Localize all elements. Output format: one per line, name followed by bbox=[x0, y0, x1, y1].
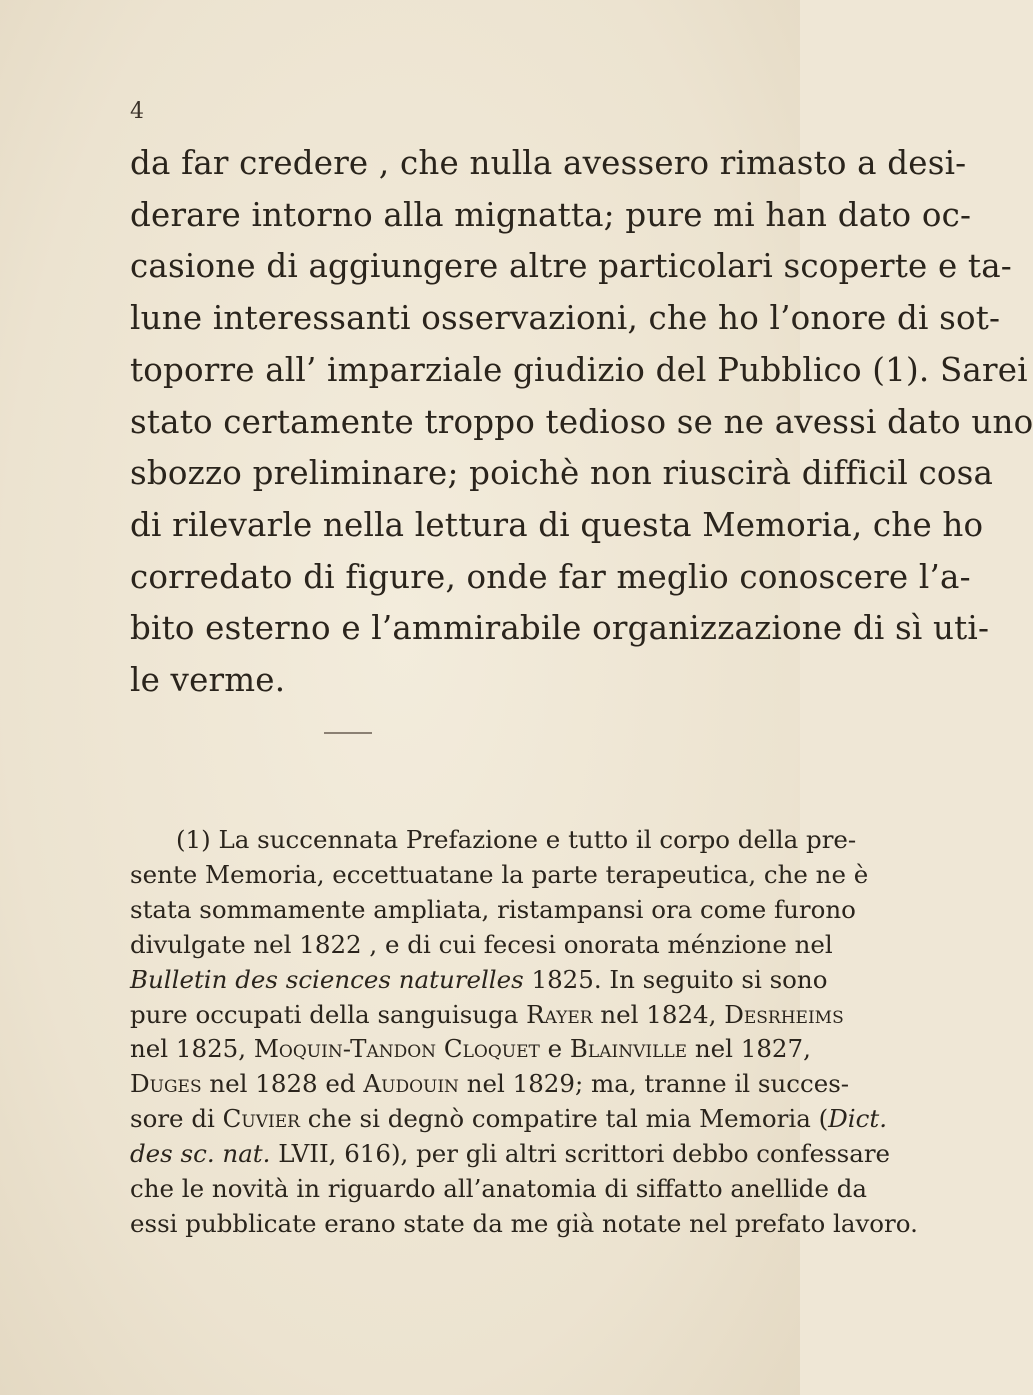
footnote-line: che le novità in riguardo all’anatomia di siffatto anellide da bbox=[130, 1174, 868, 1204]
footnote-text: 1825. In seguito si sono bbox=[523, 964, 828, 994]
body-line: corredato di figure, onde far meglio conoscere l’a- bbox=[130, 557, 971, 596]
footnote-line bbox=[130, 1137, 891, 1172]
footnote-text: nel 1824, bbox=[592, 999, 725, 1029]
author-name: Moquin-Tandon bbox=[253, 1034, 437, 1064]
footnote-line bbox=[130, 963, 828, 998]
author-name: Blainville bbox=[569, 1034, 688, 1064]
author-name: Cuvier bbox=[222, 1104, 300, 1134]
author-name: Rayer bbox=[526, 999, 593, 1029]
footnote-text: che si degnò compatire tal mia Memoria ( bbox=[299, 1104, 829, 1134]
main-paragraph bbox=[130, 138, 1033, 707]
footnote-line: stata sommamente ampliata, ristampansi ora come furono bbox=[130, 894, 856, 924]
footnote-text: e bbox=[539, 1034, 570, 1064]
author-name: Desrheims bbox=[724, 999, 844, 1029]
body-line: casione di aggiungere altre particolari scoperte e ta- bbox=[130, 247, 1012, 286]
body-line: da far credere , che nulla avessero rimasto a desi- bbox=[130, 144, 967, 182]
body-line: toporre all’ imparziale giudizio del Pubblico (1). Sarei bbox=[130, 350, 1028, 389]
author-name: Audouin bbox=[363, 1069, 459, 1099]
footnote-line bbox=[130, 1032, 811, 1067]
footnote-text: nel 1829; ma, tranne il succes- bbox=[458, 1069, 850, 1099]
body-line: derare intorno alla mignatta; pure mi han dato oc- bbox=[130, 195, 972, 234]
footnote-text: nel 1828 ed bbox=[201, 1069, 364, 1099]
footnote-separator bbox=[324, 732, 372, 734]
body-line: di rilevarle nella lettura di questa Memoria, che ho bbox=[130, 505, 984, 544]
footnote-text: nel 1827, bbox=[687, 1034, 811, 1064]
author-name: Duges bbox=[130, 1069, 202, 1099]
footnote-line: essi pubblicate erano state da me già notate nel prefato lavoro. bbox=[130, 1208, 918, 1238]
footnote-line bbox=[130, 1067, 850, 1102]
footnote-text: sore di bbox=[130, 1104, 223, 1134]
footnote-line: sente Memoria, eccettuatane la parte terapeutica, che ne è bbox=[130, 859, 869, 889]
citation-abbrev: des sc. nat. bbox=[130, 1139, 271, 1169]
footnote-line bbox=[130, 998, 844, 1033]
body-line: lune interessanti osservazioni, che ho l’onore di sot- bbox=[130, 299, 1001, 338]
body-line: bito esterno e l’ammirabile organizzazione di sì uti- bbox=[130, 609, 990, 648]
footnote-text: nel 1825, bbox=[130, 1034, 254, 1064]
body-line: sbozzo preliminare; poichè non riuscirà difficil cosa bbox=[130, 454, 994, 493]
footnote-line bbox=[130, 1102, 887, 1137]
footnote-text bbox=[436, 1034, 444, 1063]
footnote-text: pure occupati della sanguisuga bbox=[130, 999, 527, 1029]
page-number: 4 bbox=[130, 99, 144, 124]
footnote bbox=[130, 823, 918, 1242]
author-name: Cloquet bbox=[443, 1034, 540, 1064]
body-line: le verme. bbox=[130, 661, 286, 700]
journal-title: Bulletin des sciences naturelles bbox=[130, 964, 524, 994]
footnote-text: LVII, 616), per gli altri scrittori debbo confessare bbox=[270, 1139, 891, 1169]
body-line: stato certamente troppo tedioso se ne avessi dato uno bbox=[130, 402, 1033, 441]
footnote-line: (1) La succennata Prefazione e tutto il corpo della pre- bbox=[176, 825, 857, 854]
citation-abbrev: Dict. bbox=[828, 1104, 887, 1134]
footnote-line: divulgate nel 1822 , e di cui fecesi onorata ménzione nel bbox=[130, 929, 833, 959]
